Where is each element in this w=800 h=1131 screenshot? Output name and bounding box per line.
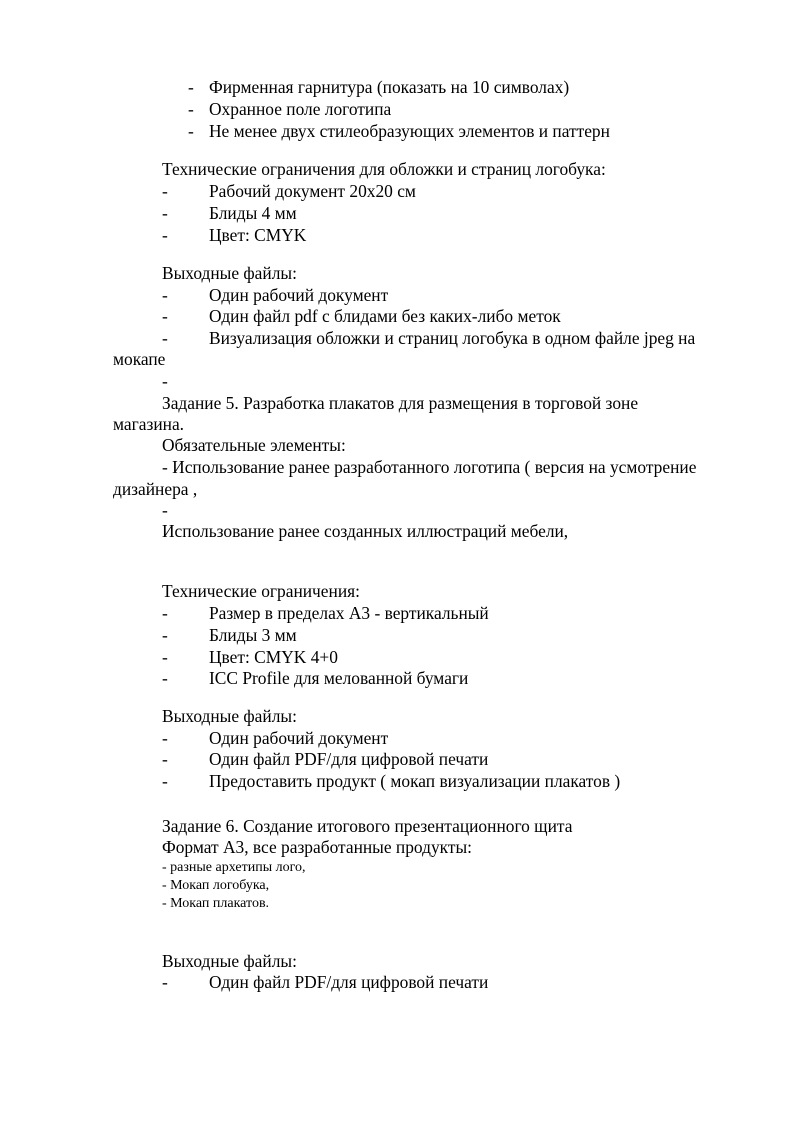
list-item: - Мокап логобука, [162, 878, 270, 893]
document-page: - Фирменная гарнитура (показать на 10 символах) - Охранное поле логотипа - Не менее двух стилеобразующих элементов и паттерн Технические ограничения для обложки и страниц логобука: - Рабочий документ 20х20 см - Блиды 4 мм - Цвет: CMYK Выходные файлы: - Один рабочий документ - Один файл pdf с блидами без каких-либо меток - Визуализация обложки и страниц логобука в одном файле jpeg на мокапе - Задание 5. Разработка плакатов для размещения в торговой зоне магазина. Обязательные элементы: - Использование ранее разработанного логотипа ( версия на усмотрение дизайнера , - Использование ранее созданных иллюстраций мебели, Технические ограничения: - Размер в пределах А3 - вертикальный - Блиды 3 мм - Цвет: CMYK 4+0 - ICC Profile для мелованной бумаги Выходные файлы: - Один рабочий документ - Один файл PDF/для цифровой печати - Предоставить продукт ( мокап визуализации плакатов ) Задание 6. Создание итогового презентационного щита Формат А3, все разработанные продукты: - разные архетипы лого, - Мокап логобука, - Мокап плакатов. Выходные файлы: - Один файл PDF/для цифровой печати [113, 77, 697, 992]
empty-list-dash: - [162, 371, 168, 391]
required-element-item: Использование ранее созданных иллюстраций мебели, [162, 521, 569, 541]
required-elements-heading: Обязательные элементы: [162, 435, 346, 455]
task-6-format: Формат А3, все разработанные продукты: [162, 837, 473, 857]
section-heading: Технические ограничения для обложки и страниц логобука: [162, 159, 606, 179]
required-element-continuation: дизайнера , [113, 479, 198, 499]
list-item-continuation: мокапе [113, 349, 166, 369]
task-6-title: Задание 6. Создание итогового презентационного щита [162, 816, 573, 836]
list-item: - Мокап плакатов. [162, 896, 270, 911]
empty-list-dash: - [162, 500, 168, 520]
section-heading: Технические ограничения: [162, 581, 360, 601]
required-element-item: - Использование ранее разработанного логотипа ( версия на усмотрение [162, 457, 697, 477]
section-heading: Выходные файлы: [162, 263, 297, 283]
section-heading: Выходные файлы: [162, 706, 297, 726]
section-heading: Выходные файлы: [162, 951, 297, 971]
task-5-title-continuation: магазина. [113, 414, 185, 434]
list-item: - разные архетипы лого, [162, 860, 306, 875]
task-5-title: Задание 5. Разработка плакатов для размещения в торговой зоне [162, 393, 639, 413]
